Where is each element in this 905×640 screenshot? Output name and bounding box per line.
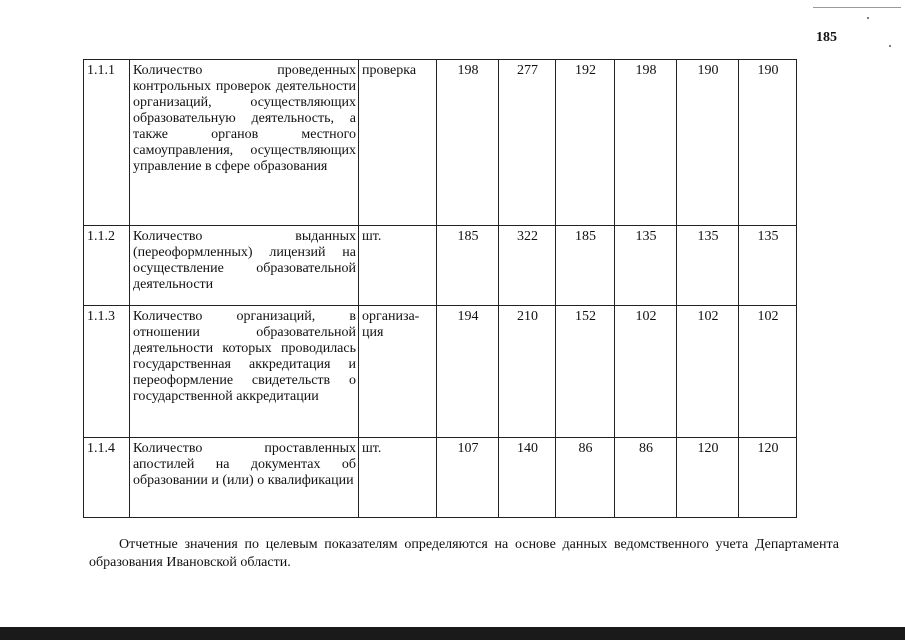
value-cell: 185 xyxy=(437,226,499,306)
indicator-name: Количество организаций, в отношении образовательной деятельности которых проводилась государственная аккредитация и переоформление свидетельств о государственной аккредитации xyxy=(130,306,359,438)
value-cell: 120 xyxy=(739,438,797,518)
value-cell: 277 xyxy=(499,60,556,226)
indicators-table xyxy=(83,59,797,518)
indicator-name: Количество выданных (переоформленных) лицензий на осуществление образовательной деятельности xyxy=(130,226,359,306)
row-number: 1.1.1 xyxy=(84,60,130,226)
table-row xyxy=(84,306,797,438)
row-number: 1.1.2 xyxy=(84,226,130,306)
unit: шт. xyxy=(359,226,437,306)
value-cell: 140 xyxy=(499,438,556,518)
row-number: 1.1.4 xyxy=(84,438,130,518)
value-cell: 322 xyxy=(499,226,556,306)
value-cell: 185 xyxy=(556,226,615,306)
value-cell: 194 xyxy=(437,306,499,438)
value-cell: 107 xyxy=(437,438,499,518)
value-cell: 198 xyxy=(615,60,677,226)
value-cell: 135 xyxy=(615,226,677,306)
unit: организа-ция xyxy=(359,306,437,438)
unit: шт. xyxy=(359,438,437,518)
top-rule xyxy=(813,7,901,8)
value-cell: 102 xyxy=(677,306,739,438)
value-cell: 86 xyxy=(615,438,677,518)
value-cell: 152 xyxy=(556,306,615,438)
scan-edge-bar xyxy=(0,627,905,640)
table-row xyxy=(84,226,797,306)
value-cell: 190 xyxy=(677,60,739,226)
table-row xyxy=(84,60,797,226)
footnote-paragraph: Отчетные значения по целевым показателям определяются на основе данных ведомственного учета Департамента образования Ивановской области. xyxy=(89,537,839,570)
indicator-name: Количество проставленных апостилей на документах об образовании и (или) о квалификации xyxy=(130,438,359,518)
value-cell: 190 xyxy=(739,60,797,226)
value-cell: 135 xyxy=(739,226,797,306)
value-cell: 135 xyxy=(677,226,739,306)
page-number: 185 xyxy=(816,30,837,45)
value-cell: 86 xyxy=(556,438,615,518)
value-cell: 120 xyxy=(677,438,739,518)
row-number: 1.1.3 xyxy=(84,306,130,438)
unit: проверка xyxy=(359,60,437,226)
value-cell: 198 xyxy=(437,60,499,226)
scan-speck xyxy=(889,45,891,47)
indicator-name: Количество проведенных контрольных проверок деятельности организаций, осуществляющих образовательную деятельность, а также органов местного самоуправления, осуществляющих управление в сфере образования xyxy=(130,60,359,226)
table-row xyxy=(84,438,797,518)
value-cell: 210 xyxy=(499,306,556,438)
value-cell: 102 xyxy=(615,306,677,438)
scan-speck xyxy=(867,17,869,19)
value-cell: 102 xyxy=(739,306,797,438)
value-cell: 192 xyxy=(556,60,615,226)
